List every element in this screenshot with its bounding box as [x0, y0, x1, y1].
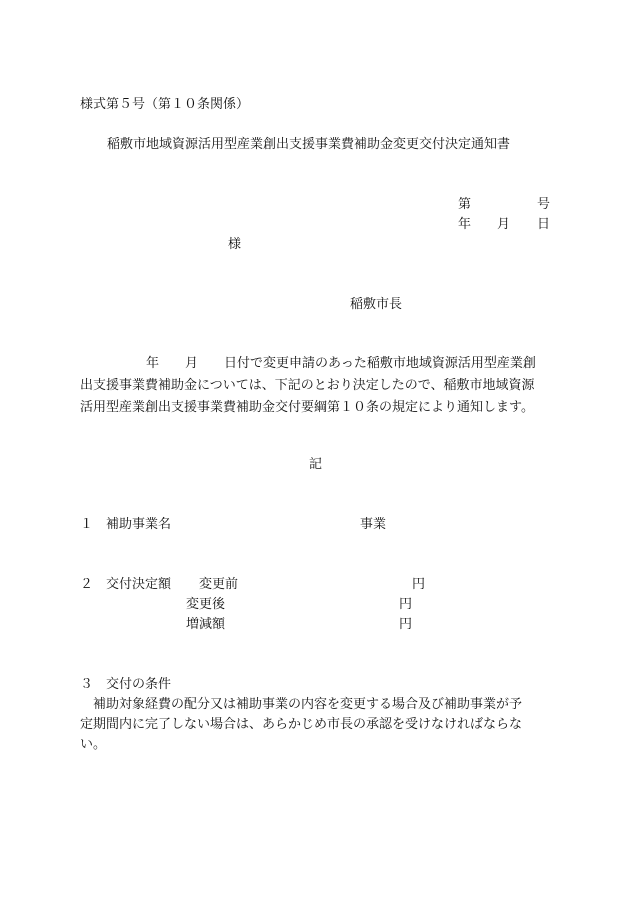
recipient-suffix: 様 [228, 237, 242, 252]
item3-line-1: 補助対象経費の配分又は補助事業の内容を変更する場合及び補助事業が予 [93, 697, 523, 712]
item2-before-label: 変更前 [199, 577, 239, 592]
item1-label: 補助事業名 [106, 517, 172, 532]
ki-heading: 記 [309, 457, 323, 472]
item2-number: ２ [80, 577, 94, 592]
doc-number-suffix: 号 [537, 197, 551, 212]
body-line-2: 出支援事業費補助金については、下記のとおり決定したので、稲敷市地域資源 [80, 378, 535, 393]
item3-label: 交付の条件 [106, 677, 172, 692]
body-month: 月 [185, 356, 199, 371]
date-day: 日 [537, 217, 551, 232]
body-line-1 [80, 353, 560, 375]
document-title: 稲敷市地域資源活用型産業創出支援事業費補助金変更交付決定通知書 [107, 137, 511, 152]
item2-after-unit: 円 [399, 597, 413, 612]
item3-number: ３ [80, 677, 94, 692]
item2-after-label: 変更後 [186, 597, 226, 612]
item1-number: １ [80, 517, 94, 532]
date-year: 年 [458, 217, 472, 232]
item3-line-2: 定期間内に完了しない場合は、あらかじめ市長の承認を受けなければならな [80, 717, 523, 732]
issuer-name: 稲敷市長 [350, 297, 403, 312]
item2-diff-label: 増減額 [186, 617, 226, 632]
body-paragraph [80, 353, 560, 419]
body-line-3: 活用型産業創出支援事業費補助金交付要綱第１０条の規定により通知します。 [80, 400, 534, 415]
form-label: 様式第５号（第１０条関係） [80, 97, 250, 112]
date-month: 月 [497, 217, 511, 232]
item1-value-suffix: 事業 [360, 517, 387, 532]
body-line-1-text: 日付で変更申請のあった稲敷市地域資源活用型産業創 [224, 356, 536, 371]
item2-diff-unit: 円 [399, 617, 413, 632]
body-year: 年 [146, 356, 160, 371]
item3-line-3: い。 [80, 737, 107, 752]
item2-before-unit: 円 [412, 577, 426, 592]
doc-number-prefix: 第 [458, 197, 472, 212]
item2-label: 交付決定額 [106, 577, 172, 592]
